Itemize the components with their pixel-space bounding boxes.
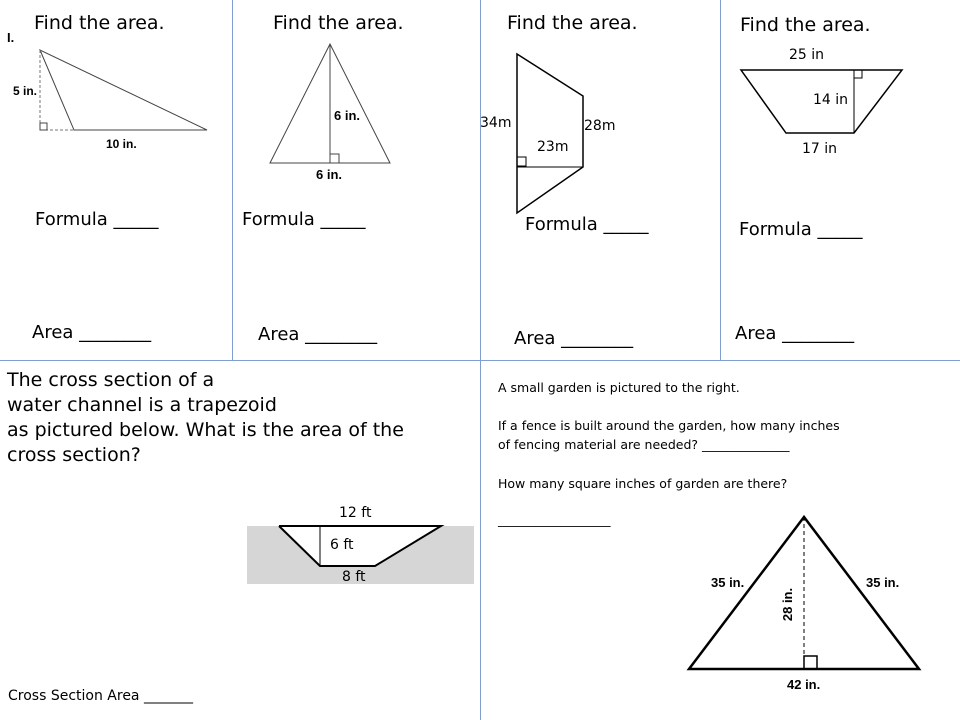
problem-2-formula: Formula _____ [242, 209, 366, 230]
problem-4-formula: Formula _____ [739, 219, 863, 240]
garden-left-label: 35 in. [711, 575, 745, 590]
problem-2-title: Find the area. [273, 12, 404, 34]
problem-4-height-label: 14 in [813, 92, 849, 108]
channel-answer-label: Cross Section Area _______ [8, 688, 193, 704]
garden-fence-question-1: If a fence is built around the garden, how many inches [498, 418, 840, 433]
problem-1-title: Find the area. [34, 12, 165, 34]
problem-1-formula: Formula _____ [35, 209, 159, 230]
problem-2-base-label: 6 in. [316, 167, 343, 182]
channel-question-line-4: cross section? [7, 444, 141, 466]
channel-question-line-1: The cross section of a [7, 369, 215, 391]
problem-4-bottom-label: 17 in [802, 141, 838, 157]
problem-1-number: I. [7, 30, 15, 45]
problem-3-area: Area ________ [514, 328, 634, 349]
problem-1-base-label: 10 in. [106, 137, 137, 151]
garden-area-question: How many square inches of garden are there? [498, 476, 788, 491]
problem-4-top-label: 25 in [789, 47, 825, 63]
garden-right-label: 35 in. [866, 575, 900, 590]
problem-1-height-label: 5 in. [13, 84, 38, 98]
problem-3-height-label: 23m [537, 139, 569, 155]
problem-2-area: Area ________ [258, 324, 378, 345]
channel-question-line-2: water channel is a trapezoid [7, 394, 277, 416]
problem-3-formula: Formula _____ [525, 214, 649, 235]
problem-3-right-label: 28m [584, 118, 616, 134]
problem-3-left-label: 34m [480, 115, 512, 131]
channel-height-label: 6 ft [330, 537, 354, 553]
problem-4-area: Area ________ [735, 323, 855, 344]
garden-fence-question-2: of fencing material are needed? ______________ [498, 437, 790, 452]
garden-height-label: 28 in. [780, 587, 796, 622]
garden-answer-line: __________________ [498, 512, 611, 527]
channel-top-label: 12 ft [339, 505, 372, 521]
channel-question-line-3: as pictured below. What is the area of the [7, 419, 404, 441]
problem-1-area: Area ________ [32, 322, 152, 343]
problem-3-title: Find the area. [507, 12, 638, 34]
garden-intro: A small garden is pictured to the right. [498, 380, 740, 395]
channel-bottom-label: 8 ft [342, 569, 366, 585]
problem-4-title: Find the area. [740, 14, 871, 36]
problem-2-height-label: 6 in. [334, 108, 361, 123]
garden-base-label: 42 in. [787, 677, 821, 692]
